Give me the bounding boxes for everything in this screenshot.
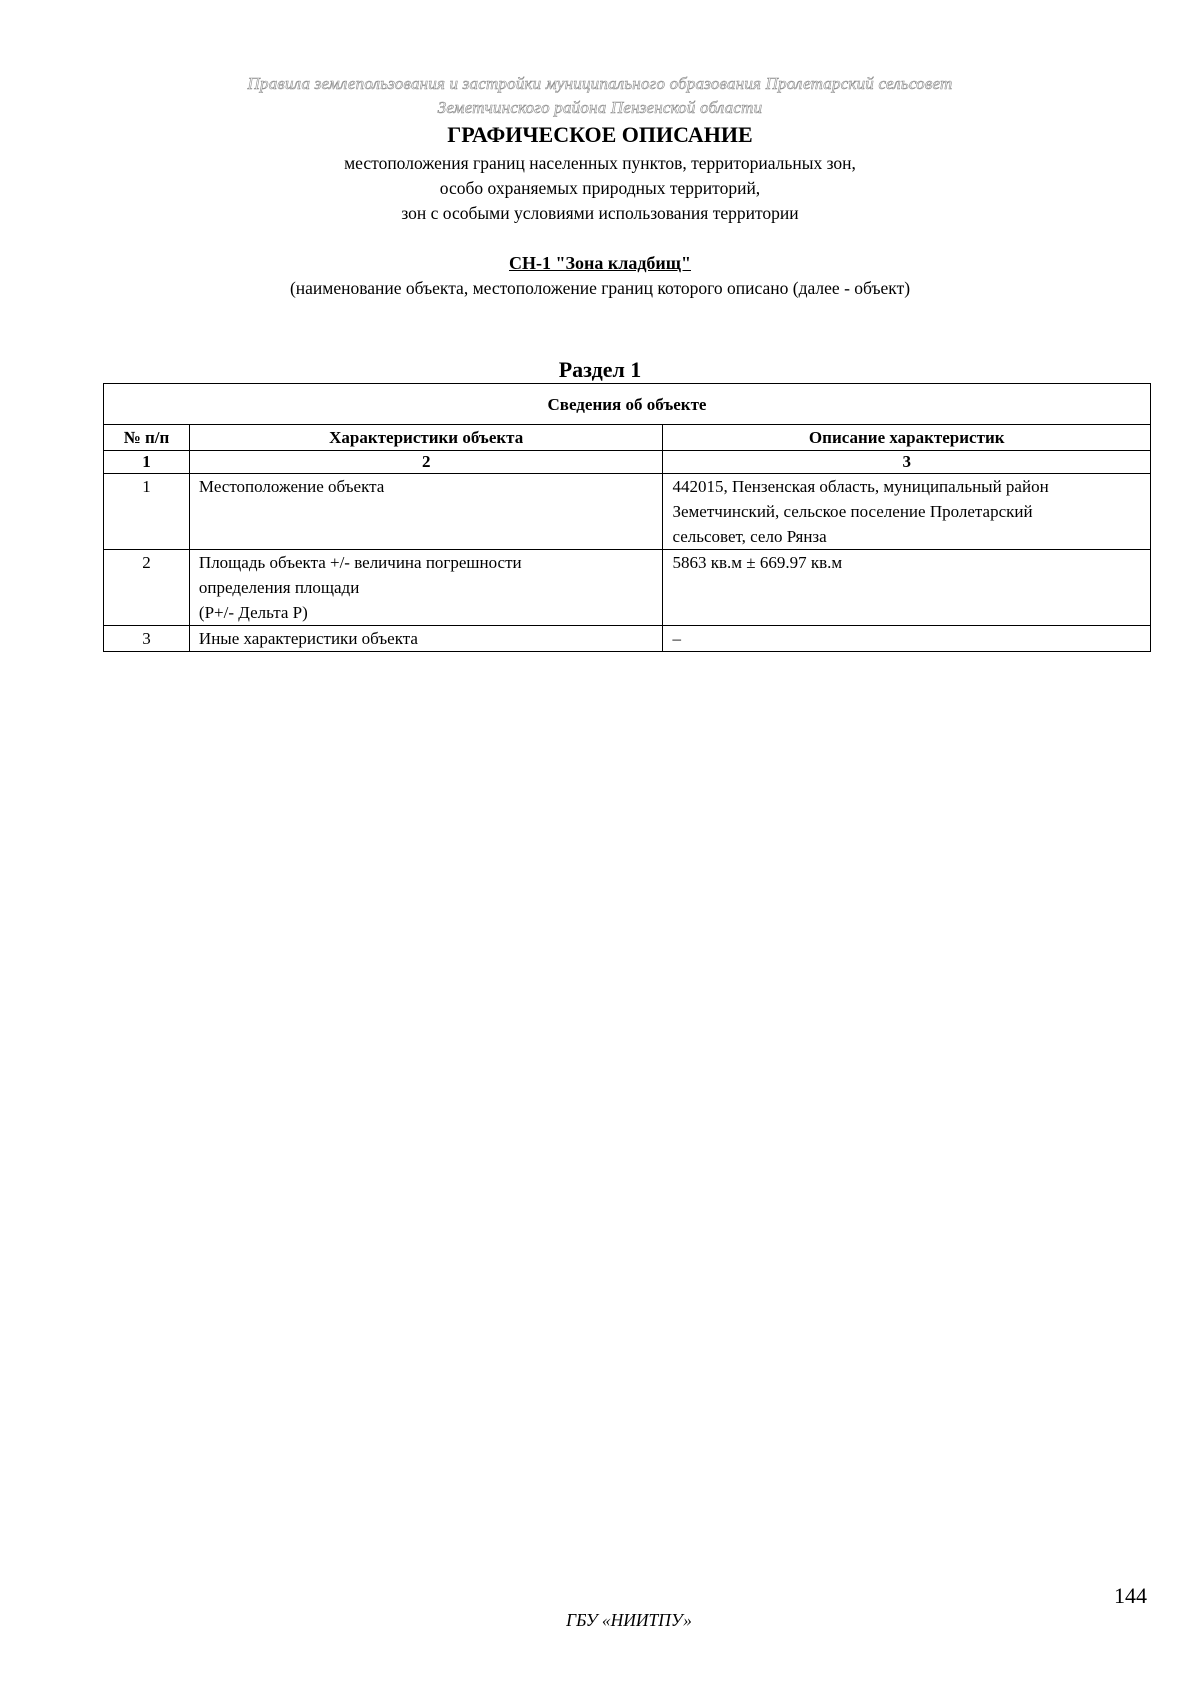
row-description	[663, 550, 1151, 626]
column-number: 1	[104, 451, 190, 474]
row-description	[663, 474, 1151, 550]
object-name-text: СН-1 "Зона кладбищ"	[509, 253, 691, 273]
row-characteristic	[189, 550, 663, 626]
cell-line: Иные характеристики объекта	[198, 629, 418, 648]
page-title: ГРАФИЧЕСКОЕ ОПИСАНИЕ	[447, 122, 753, 147]
subtitle	[150, 151, 1050, 226]
section-title: Раздел 1	[558, 357, 642, 382]
row-number: 1	[104, 474, 190, 550]
table-row	[104, 550, 1151, 626]
cell-line: Местоположение объекта	[198, 477, 385, 496]
subtitle-line-2: особо охраняемых природных территорий,	[439, 178, 761, 198]
column-number: 3	[663, 451, 1151, 474]
cell-line: (Р+/- Дельта Р)	[198, 603, 308, 622]
cell-line: определения площади	[198, 578, 360, 597]
running-header	[150, 72, 1050, 120]
column-number-row	[104, 451, 1151, 474]
page-number: 144	[1114, 1583, 1147, 1608]
cell-line: сельсовет, село Рянза	[672, 527, 827, 546]
cell-line: Земетчинский, сельское поселение Пролетарский	[672, 502, 1033, 521]
cell-line: –	[672, 629, 681, 648]
subtitle-line-1: местоположения границ населенных пунктов, территориальных зон,	[344, 153, 856, 173]
cell-line: 442015, Пензенская область, муниципальный район	[672, 477, 1049, 496]
object-name	[0, 251, 1200, 275]
cell-line: Площадь объекта +/- величина погрешности	[198, 553, 522, 572]
row-number: 3	[104, 626, 190, 652]
table-caption: Сведения об объекте	[104, 384, 1151, 425]
column-header-characteristic: Характеристики объекта	[189, 425, 663, 451]
column-header-description: Описание характеристик	[663, 425, 1151, 451]
column-number: 2	[189, 451, 663, 474]
cell-line: 5863 кв.м ± 669.97 кв.м	[672, 553, 843, 572]
running-header-line-2: Земетчинского района Пензенской области	[437, 98, 763, 117]
row-characteristic	[189, 474, 663, 550]
object-caption: (наименование объекта, местоположение границ которого описано (далее - объект)	[289, 278, 911, 298]
row-description	[663, 626, 1151, 652]
running-header-line-1: Правила землепользования и застройки муниципального образования Пролетарский сельсовет	[247, 74, 953, 93]
object-info-table	[103, 383, 1151, 652]
row-characteristic	[189, 626, 663, 652]
table-header-row	[104, 425, 1151, 451]
row-number: 2	[104, 550, 190, 626]
subtitle-line-3: зон с особыми условиями использования территории	[401, 203, 799, 223]
column-header-number: № п/п	[104, 425, 190, 451]
table-row	[104, 626, 1151, 652]
footer: ГБУ «НИИТПУ»	[566, 1610, 692, 1630]
table-row	[104, 474, 1151, 550]
